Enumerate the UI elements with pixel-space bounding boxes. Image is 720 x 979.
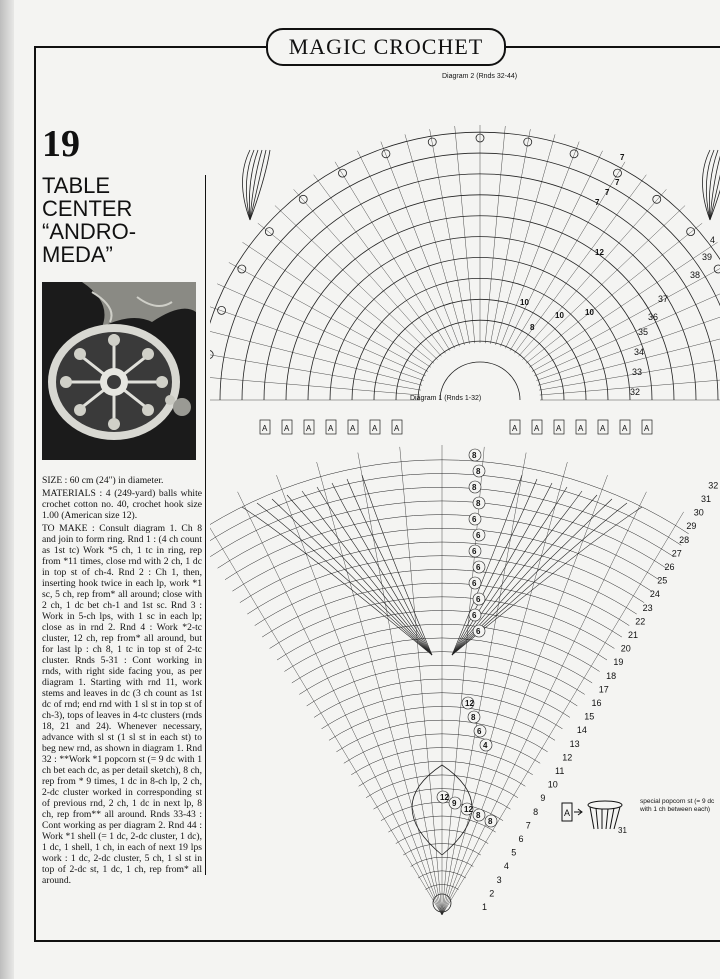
mesh-line [405, 134, 465, 345]
stitch-label: 8 [476, 811, 481, 820]
stitch-label: 6 [472, 515, 477, 524]
round-number: 19 [613, 657, 624, 668]
title-line: MEDA” [42, 242, 113, 267]
stitch-label: 9 [452, 799, 457, 808]
mesh-line [294, 189, 442, 356]
column-divider [205, 175, 206, 875]
round-number: 11 [555, 766, 565, 776]
round-number: 3 [496, 874, 502, 885]
leaf-marker: A [262, 424, 268, 433]
pattern-number: 19 [42, 123, 80, 165]
round-number: 37 [658, 294, 669, 304]
mesh-line [357, 151, 454, 349]
round-number: 39 [702, 252, 713, 262]
round-number: 14 [576, 725, 587, 736]
header-banner [266, 28, 506, 66]
stitch-label: 4 [483, 741, 488, 750]
spoke-line [238, 492, 442, 915]
leaf-strand [242, 507, 432, 655]
round-number: 30 [693, 507, 704, 518]
spoke-line [358, 453, 442, 915]
mesh-line [210, 306, 424, 381]
spoke-line [317, 462, 442, 915]
mesh-line [217, 284, 425, 376]
leaf-strand [257, 503, 432, 655]
popcorn-stitch [614, 169, 622, 177]
size-text: SIZE : 60 cm (24") in diameter. [42, 475, 164, 486]
leaf-strand [272, 499, 432, 655]
mesh-line [210, 352, 421, 390]
to-make-text: TO MAKE : Consult diagram 1. Ch 8 and join to form ring. Rnd 1 : (4 ch count as 1st tc) Work *5 ch, 1 tc in ring, rep from *11 times, close rnd with 2 ch, 1 dc in top st of ch-4. Rnd 2 : Ch 1, then, inserting hook twice in each lp, work *1 sc, 5 ch, rep from* all around; close with 2 ch, 1 dc bet ch-1 and 1st sc. Rnd 3 : Work in 5-ch lps, with 1 sc in each lp; close as in rnd 2. Rnd 4 : Work *2-tc cluster, 12 ch, rep from* all around, but for last lp : ch 8, 1 tc in top st of 2-tc cluster. Rnds 5-31 : Cont working in rnds, with right side facing you, as per diagram 1. Starting with rnd 11, work stems and leaves in dc (3 ch count as 1st dc of rnd; end rnd with 1 sl st in top st of ch-3), tops of leaves in 4-tc clusters (rnds 18, 21 and 24). Whenever necessary, advance with sl st (1 sl st in each st) to beg new rnd, as shown in diagram 1. Rnd 32 : **Work *1 popcorn st (= 9 dc with 1 ch bet each dc, as per detail sketch), 8 ch, rep from * 9 times, 1 dc in 8-ch lp, 2 ch, 2-dc cluster worked in corresponding st of previous rnd, 2 ch, 1 dc in next lp, 8 ch, rep from** all around. Rnds 33-43 : Cont working as per diagram 2. Rnd 44 : Work *1 shell (= 1 dc, 2-dc cluster, 1 dc), 1 dc, 1 shell, 1 ch, in each of next 19 lps work : 1 dc, 2-dc cluster, 5 ch, 1 sl st in top of 2-dc st, 1 dc, 1 ch, rep from* all around. [42, 523, 202, 886]
stitch-label: 10 [585, 308, 594, 317]
stitch-label: 12 [440, 793, 449, 802]
pineapple-strand [250, 150, 262, 220]
spoke-line [210, 512, 442, 915]
doily-photo [42, 282, 196, 460]
popcorn-stitch [299, 195, 307, 203]
round-number: 2 [489, 888, 495, 899]
mesh-line [210, 329, 422, 385]
leaf-strand [452, 479, 537, 655]
legend-note: special popcorn st (= 9 dc with 1 ch between each) [640, 798, 715, 813]
popcorn-stitch [238, 265, 246, 273]
round-number: 28 [679, 534, 690, 545]
round-number: 22 [635, 616, 646, 627]
stitch-label: 10 [555, 311, 564, 320]
leaf-marker: A [578, 424, 584, 433]
title-line: TABLE [42, 173, 111, 198]
leaf-marker: A [394, 424, 400, 433]
popcorn-stitch [653, 195, 661, 203]
stitch-label: 6 [477, 727, 482, 736]
round-number: 29 [686, 521, 697, 532]
round-number: 21 [628, 630, 639, 640]
leaf-marker: A [328, 424, 334, 433]
pattern-title [42, 174, 136, 266]
stitch-label: 6 [476, 595, 481, 604]
stitch-label: 7 [605, 188, 610, 197]
mesh-line [501, 142, 580, 347]
round-arc [418, 341, 542, 400]
legend-marker: A [564, 808, 571, 818]
popcorn-stitch [210, 351, 213, 359]
title-line: “ANDRO- [42, 219, 137, 244]
round-number: 32 [708, 480, 719, 491]
popcorn-stitch [687, 228, 695, 236]
round-number: 7 [525, 820, 531, 831]
stitch-label: 8 [471, 713, 476, 722]
popcorn-stitch [524, 138, 532, 146]
round-number: 8 [533, 806, 539, 817]
leaf-strand [347, 479, 432, 655]
leaf-strand [452, 483, 552, 655]
leaf-marker: A [512, 424, 518, 433]
mesh-line [455, 126, 475, 343]
round-number: 4 [503, 861, 509, 872]
spoke-line [400, 447, 442, 915]
leaf-strand [332, 483, 432, 655]
stitch-label: 8 [476, 499, 481, 508]
round-arc [440, 362, 520, 400]
stitch-label: 12 [595, 248, 604, 257]
leaf-marker: A [284, 424, 290, 433]
mesh-line [538, 329, 720, 385]
diagram-2-label: Diagram 2 (Rnds 32-44) [442, 73, 518, 80]
round-number: 18 [606, 670, 617, 681]
stitch-label: 7 [615, 178, 620, 187]
stitch-label: 8 [472, 483, 477, 492]
mesh-line [210, 376, 420, 395]
leaf-marker: A [534, 424, 540, 433]
stitch-label: 12 [464, 805, 473, 814]
round-number: 4 [710, 235, 716, 245]
leaf-marker: A [556, 424, 562, 433]
round-arc [210, 460, 689, 534]
title-line: CENTER [42, 196, 133, 221]
mesh-line [275, 206, 438, 360]
mesh-line [490, 129, 530, 344]
stitch-label: 8 [476, 467, 481, 476]
mesh-line [526, 223, 702, 363]
round-number: 13 [569, 738, 580, 749]
leaf-strand [452, 487, 567, 655]
stitch-label: 8 [530, 323, 535, 332]
popcorn-stitch [428, 138, 436, 146]
popcorn-stitch [218, 306, 226, 314]
leaf-marker: A [622, 424, 628, 433]
bottom-rule [34, 940, 720, 942]
stitch-label: 6 [472, 579, 477, 588]
leaf-marker: A [372, 424, 378, 433]
instructions [42, 475, 202, 888]
materials-text: MATERIALS : 4 (249-yard) balls white crochet cotton no. 40, crochet hook size 1.00 (American size 12). [42, 488, 202, 521]
round-number: 38 [690, 270, 701, 280]
leaf-marker: A [644, 424, 650, 433]
mesh-line [430, 129, 470, 344]
mesh-line [485, 126, 505, 343]
round-number: 31 [701, 494, 712, 504]
pineapple-strand [250, 150, 270, 220]
round-number: 27 [671, 548, 682, 559]
round-number: 9 [540, 793, 546, 804]
mesh-line [381, 142, 460, 347]
stitch-label: 12 [465, 699, 474, 708]
stitch-label: 6 [476, 563, 481, 572]
leaf-strand [317, 487, 432, 655]
round-number: 15 [584, 711, 595, 722]
round-number: 32 [630, 387, 641, 397]
round-number: 24 [649, 589, 660, 600]
mesh-line [496, 134, 556, 345]
doily-photo-image [42, 282, 196, 460]
binding-shadow [0, 0, 14, 979]
left-rule [34, 46, 36, 941]
round-number: 5 [511, 847, 517, 858]
legend-number: 31 [618, 826, 627, 835]
leaf-strand [287, 495, 432, 655]
spoke-line [442, 475, 608, 915]
stitch-label: 6 [472, 611, 477, 620]
mesh-line [505, 151, 602, 349]
magazine-title: MAGIC CROCHET [288, 34, 484, 59]
mesh-line [522, 206, 685, 360]
stitch-label: 8 [472, 451, 477, 460]
round-number: 20 [620, 643, 631, 654]
round-number: 34 [634, 347, 645, 357]
stitch-label: 8 [488, 817, 493, 826]
popcorn-stitch [570, 150, 578, 158]
popcorn-stitch [339, 169, 347, 177]
stitch-label: 7 [595, 198, 600, 207]
round-number: 23 [642, 602, 653, 613]
round-number: 33 [632, 367, 643, 377]
round-number: 16 [591, 698, 602, 708]
mesh-line [258, 223, 434, 363]
stitch-label: 10 [520, 298, 529, 307]
round-number: 17 [598, 684, 609, 695]
round-number: 26 [664, 562, 675, 572]
pineapple-strand [250, 150, 266, 220]
mesh-line [539, 352, 720, 390]
round-number: 35 [638, 327, 649, 337]
spoke-line [442, 462, 567, 915]
round-number: 6 [518, 834, 524, 844]
round-number: 25 [657, 575, 668, 586]
leaf-marker: A [600, 424, 606, 433]
popcorn-stitch [265, 228, 273, 236]
leaf-marker: A [306, 424, 312, 433]
spoke-line [442, 453, 526, 915]
stitch-label: 6 [476, 627, 481, 636]
popcorn-symbol [560, 795, 640, 845]
spoke-line [276, 475, 442, 915]
popcorn-stitch [382, 150, 390, 158]
round-number: 12 [562, 752, 573, 763]
round-number: 36 [648, 312, 659, 322]
diagram-1-label: Diagram 1 (Rnds 1-32) [410, 395, 482, 402]
round-number: 10 [547, 779, 558, 790]
stitch-label: 6 [472, 547, 477, 556]
stitch-label: 7 [620, 153, 625, 162]
stitch-label: 6 [476, 531, 481, 540]
round-number: 1 [482, 902, 488, 912]
diagram-2 [210, 125, 720, 400]
leaf-marker: A [350, 424, 356, 433]
